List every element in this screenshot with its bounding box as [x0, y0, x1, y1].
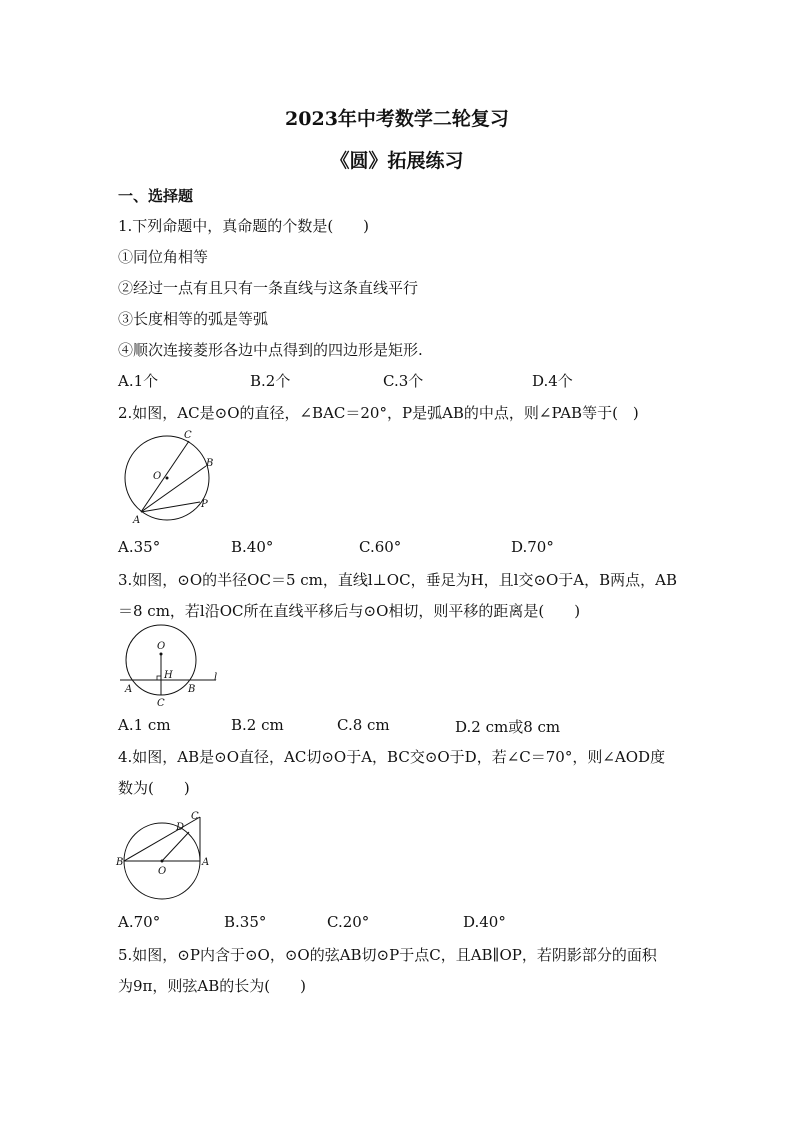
question-3-option-d: D.2 cm或8 cm	[455, 718, 561, 736]
fig4-label-o: O	[158, 866, 167, 877]
question-3-stem-line-2: ＝8 cm，若l沿OC所在直线平移后与⊙O相切，则平移的距离是( )	[118, 602, 581, 620]
question-1-option-a: A.1个	[118, 372, 159, 390]
fig2-label-p: P	[201, 499, 208, 510]
question-4-stem-line-1: 4.如图，AB是⊙O直径，AC切⊙O于A，BC交⊙O于D，若∠C＝70°，则∠AOD度	[118, 748, 666, 766]
document-title: 2023年中考数学二轮复习	[285, 108, 509, 130]
question-2-option-c: C.60°	[359, 538, 402, 556]
question-4-stem-line-2: 数为( )	[118, 779, 190, 797]
question-5-stem-line-1: 5.如图，⊙P内含于⊙O，⊙O的弦AB切⊙P于点C，且AB∥OP，若阴影部分的面积	[118, 946, 657, 964]
question-3-option-a: A.1 cm	[118, 716, 171, 734]
fig4-label-c: C	[191, 811, 199, 822]
question-1-option-c: C.3个	[383, 372, 424, 390]
question-4-option-a: A.70°	[118, 913, 161, 931]
fig4-label-d: D	[176, 822, 185, 833]
question-3-option-b: B.2 cm	[231, 716, 284, 734]
question-2-figure	[112, 428, 232, 528]
question-4-option-d: D.40°	[463, 913, 506, 931]
fig2-label-o: O	[153, 471, 162, 482]
fig3-label-b: B	[188, 684, 196, 695]
question-3-figure	[112, 624, 232, 710]
question-1-option-d: D.4个	[532, 372, 573, 390]
fig4-label-a: A	[202, 857, 210, 868]
fig2-label-b: B	[206, 458, 214, 469]
question-1-statement-4: ④顺次连接菱形各边中点得到的四边形是矩形.	[118, 341, 423, 359]
question-5-stem-line-2: 为9π，则弦AB的长为( )	[118, 977, 306, 995]
question-1-statement-1: ①同位角相等	[118, 248, 209, 266]
fig3-label-a: A	[125, 684, 133, 695]
fig4-label-b: B	[116, 857, 124, 868]
question-4-option-b: B.35°	[224, 913, 267, 931]
question-4-figure	[115, 808, 215, 900]
question-1-statement-2: ②经过一点有且只有一条直线与这条直线平行	[118, 279, 419, 297]
question-2-option-b: B.40°	[231, 538, 274, 556]
document-subtitle: 《圆》拓展练习	[330, 150, 464, 172]
question-2-option-a: A.35°	[118, 538, 161, 556]
fig2-label-c: C	[184, 430, 192, 441]
section-heading: 一、选择题	[118, 187, 194, 205]
fig2-label-a: A	[133, 515, 141, 526]
question-4-option-c: C.20°	[327, 913, 370, 931]
question-3-option-c: C.8 cm	[337, 716, 390, 734]
fig3-label-h: H	[164, 670, 173, 681]
question-1-stem: 1.下列命题中，真命题的个数是( )	[118, 217, 370, 235]
fig3-label-l: l	[214, 672, 218, 683]
question-2-option-d: D.70°	[511, 538, 554, 556]
question-1-option-b: B.2个	[250, 372, 291, 390]
question-2-stem: 2.如图，AC是⊙O的直径，∠BAC＝20°，P是弧AB的中点，则∠PAB等于( )	[118, 404, 639, 422]
question-1-statement-3: ③长度相等的弧是等弧	[118, 310, 269, 328]
fig3-label-o: O	[157, 641, 166, 652]
question-3-stem-line-1: 3.如图，⊙O的半径OC＝5 cm，直线l⊥OC，垂足为H，且l交⊙O于A，B两点，AB	[118, 571, 678, 589]
fig3-label-c: C	[157, 698, 165, 709]
